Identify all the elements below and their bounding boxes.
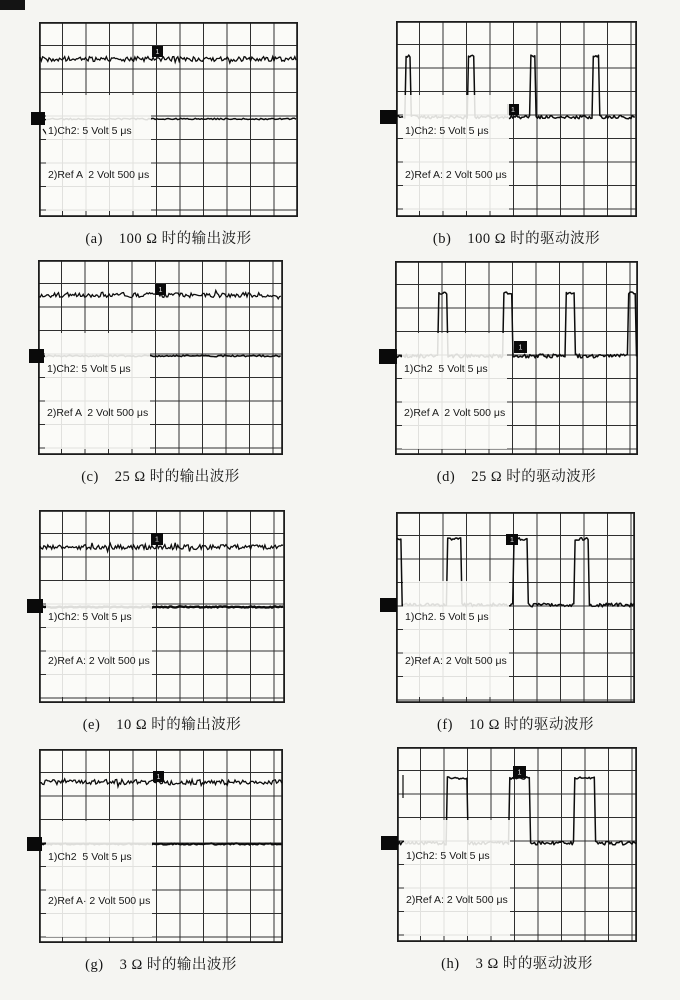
caption-text: 100 Ω 时的输出波形 (118, 231, 252, 247)
caption-label: (c) (81, 469, 99, 485)
figure-panel-c (38, 260, 283, 486)
readout-line2: 2)Ref A 2 Volt 500 μs (48, 168, 150, 181)
caption-label: (g) (85, 957, 104, 973)
figure-caption (38, 465, 283, 486)
svg-text:1: 1 (155, 49, 160, 57)
caption-label: (f) (436, 717, 453, 733)
readout-line1: 1)Ch2. 5 Volt 5 μs (405, 611, 489, 623)
readout-line2: 2)Ref A: 2 Volt 500 μs (48, 654, 150, 667)
figure-panel-a (39, 22, 298, 248)
readout-line2: 2)Ref A 2 Volt 500 μs (47, 406, 149, 419)
scope-screen (396, 512, 635, 703)
figure-caption (396, 227, 637, 248)
svg-text:1: 1 (156, 774, 161, 782)
readout-line1: 1)Ch2: 5 Volt 5 μs (47, 363, 131, 375)
readout-line1: 1)Ch2 5 Volt 5 μs (48, 851, 132, 863)
caption-text: 3 Ω 时的驱动波形 (475, 956, 593, 972)
scope-screen (397, 747, 637, 942)
svg-text:1: 1 (518, 344, 523, 352)
readout-line2: 2)Ref A 2 Volt 500 μs (404, 406, 506, 419)
figure-caption (396, 713, 635, 734)
readout-line1: 1)Ch2: 5 Volt 5 μs (406, 850, 490, 862)
svg-text:1: 1 (158, 287, 163, 295)
channel-readout (404, 820, 510, 936)
caption-text: 100 Ω 时的驱动波形 (467, 231, 601, 247)
caption-text: 3 Ω 时的输出波形 (119, 957, 237, 973)
readout-line1: 1)Ch2: 5 Volt 5 μs (48, 611, 132, 623)
caption-text: 25 Ω 时的驱动波形 (471, 469, 597, 485)
scope-screen (39, 510, 285, 703)
readout-line2: 2)Ref A: 2 Volt 500 μs (405, 168, 507, 181)
svg-text:1: 1 (511, 107, 515, 115)
caption-text: 25 Ω 时的输出波形 (114, 469, 240, 485)
channel-readout (46, 95, 151, 211)
channel-readout (403, 95, 509, 211)
readout-line2: 2)Ref A: 2 Volt 500 μs (406, 893, 508, 906)
readout-line1: 1)Ch2 5 Volt 5 μs (404, 363, 488, 375)
figure-panel-d (395, 261, 638, 486)
caption-label: (e) (82, 717, 101, 733)
svg-text:1: 1 (510, 537, 514, 545)
readout-line1: 1)Ch2: 5 Volt 5 μs (48, 125, 132, 137)
figure-caption (39, 713, 285, 734)
svg-text:1: 1 (155, 536, 159, 544)
caption-text: 10 Ω 时的输出波形 (116, 717, 242, 733)
caption-text: 10 Ω 时的驱动波形 (468, 717, 595, 733)
readout-line2: 2)Ref A· 2 Volt 500 μs (48, 894, 151, 907)
caption-label: (a) (85, 231, 103, 247)
figure-panel-f (396, 512, 635, 734)
scope-screen (38, 260, 283, 455)
channel-readout (45, 333, 150, 449)
figure-panel-h (397, 747, 637, 973)
channel-readout (46, 821, 152, 937)
readout-line1: 1)Ch2: 5 Volt 5 μs (405, 125, 489, 137)
scope-screen (395, 261, 638, 455)
scope-screen (39, 749, 283, 943)
figure-caption (39, 227, 298, 248)
channel-readout (46, 581, 152, 697)
scan-artifact-corner (0, 0, 25, 10)
figure-caption (39, 953, 283, 974)
caption-label: (b) (432, 231, 452, 247)
caption-label: (h) (441, 956, 460, 972)
channel-readout (403, 581, 509, 697)
figure-panel-g (39, 749, 283, 974)
figure-panel-e (39, 510, 285, 734)
scope-screen (39, 22, 298, 217)
svg-text:1: 1 (517, 769, 522, 777)
figure-caption (395, 465, 638, 486)
scope-screen (396, 21, 637, 217)
caption-label: (d) (436, 469, 456, 485)
readout-line2: 2)Ref A: 2 Volt 500 μs (405, 654, 507, 667)
figure-panel-b (396, 21, 637, 248)
channel-readout (402, 333, 507, 449)
figure-caption (397, 952, 637, 973)
